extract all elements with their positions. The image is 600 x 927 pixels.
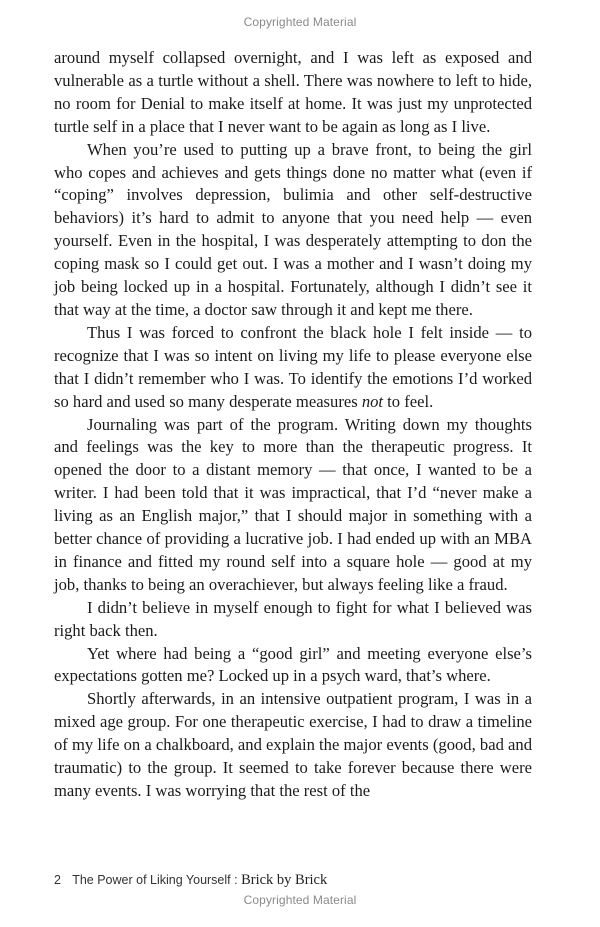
- paragraph: [54, 322, 532, 414]
- paragraph: Yet where had being a “good girl” and meeting everyone else’s expectations gotten me? Locked up in a psych ward, that’s where.: [54, 643, 532, 686]
- page-footer: [54, 872, 327, 889]
- paragraph: When you’re used to putting up a brave front, to being the girl who copes and achieves and gets things done no matter what (even if “coping” involves depression, bulimia and other self-destructive behaviors) it’s hard to admit to anyone that you need help — even yourself. Even in the hospital, I was desperately attempting to don the coping mask so I could get out. I was a mother and I wasn’t doing my job being locked up in a hospital. Fortunately, although I didn’t see it that way at the time, a doctor saw through it and kept me there.: [54, 139, 532, 319]
- book-subtitle: Brick by Brick: [241, 872, 328, 888]
- paragraph-text: to feel.: [383, 391, 434, 411]
- emphasis: not: [361, 391, 384, 411]
- paragraph-text: Thus I was forced to confront the black hole I felt inside — to recognize that I was so intent on living my life to please everyone else that I didn’t remember who I was. To identify the emotions I’d worked so hard and used so many desperate measures: [54, 322, 532, 411]
- paragraph: around myself collapsed overnight, and I was left as exposed and vulnerable as a turtle without a shell. There was nowhere to left to hide, no room for Denial to make itself at home. It was just my unprotected turtle self in a place that I never want to be again as long as I live.: [54, 48, 532, 136]
- book-title: The Power of Liking Yourself :: [72, 873, 238, 887]
- page-body: [54, 47, 532, 803]
- paragraph: Shortly afterwards, in an intensive outpatient program, I was in a mixed age group. For one therapeutic exercise, I had to draw a timeline of my life on a chalkboard, and explain the major events (good, bad and traumatic) to the group. It seemed to take forever because there were many events. I was worrying that the rest of the: [54, 689, 532, 800]
- page-number: 2: [54, 873, 61, 887]
- paragraph: Journaling was part of the program. Writing down my thoughts and feelings was the key to more than the therapeutic progress. It opened the door to a distant memory — that once, I wanted to be a writer. I had been told that it was impractical, that I’d “never make a living as an English major,” that I should major in something with a better chance of providing a lucrative job. I had ended up with an MBA in finance and fitted my round self into a square hole — good at my job, thanks to being an overachiever, but always feeling like a fraud.: [54, 414, 532, 594]
- watermark-top: Copyrighted Material: [243, 15, 357, 29]
- paragraph: I didn’t believe in myself enough to fight for what I believed was right back then.: [54, 597, 532, 640]
- watermark-bottom: Copyrighted Material: [243, 893, 357, 907]
